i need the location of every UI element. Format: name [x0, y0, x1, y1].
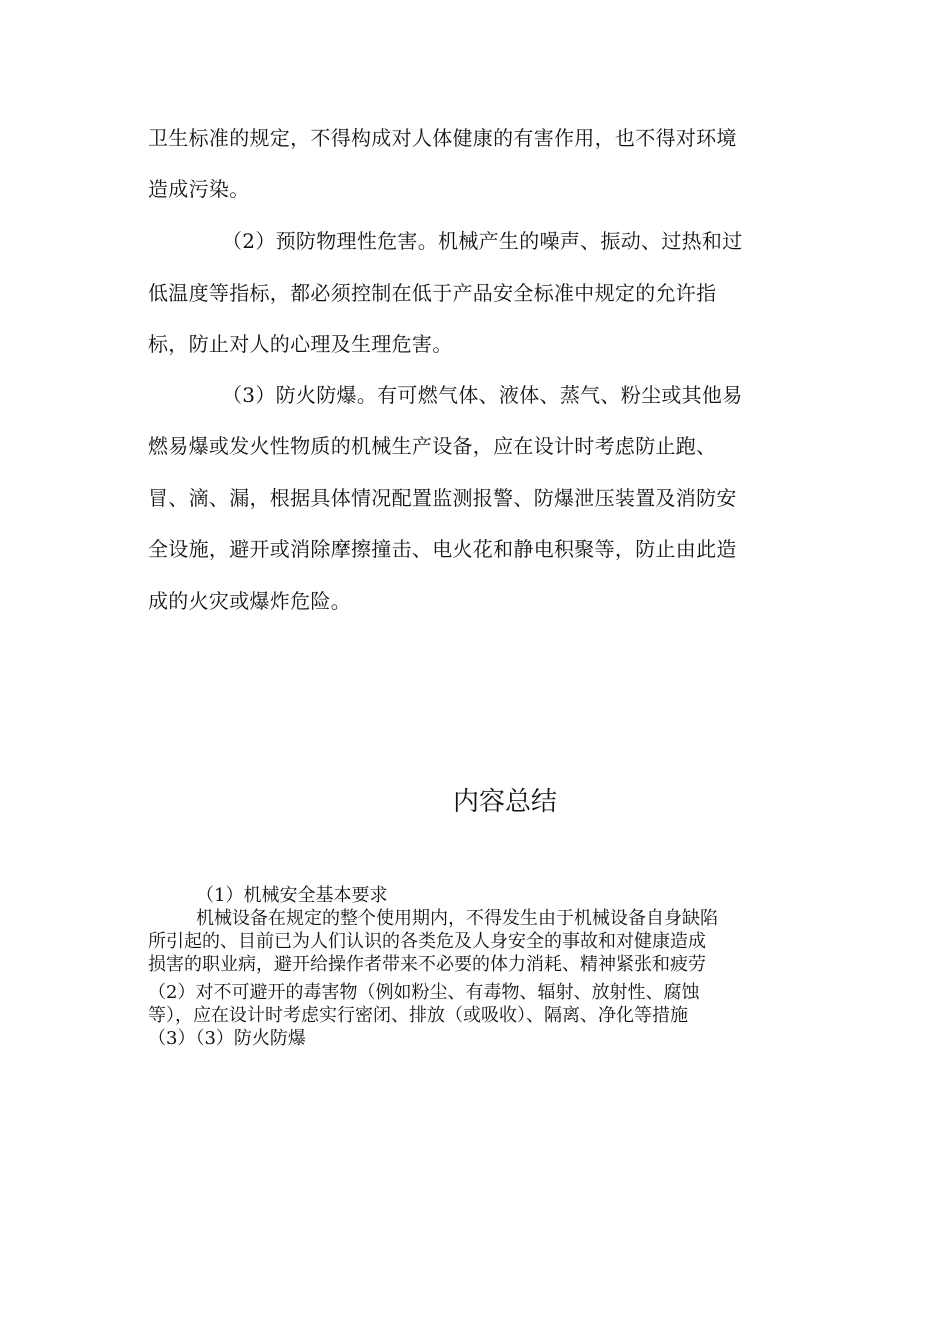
body-line: 低温度等指标，都必须控制在低于产品安全标准中规定的允许指 [148, 281, 717, 305]
body-line: （3）防火防爆。有可燃气体、液体、蒸气、粉尘或其他易 [222, 383, 743, 407]
body-line: （2）预防物理性危害。机械产生的噪声、振动、过热和过 [222, 229, 743, 253]
body-line: 卫生标准的规定，不得构成对人体健康的有害作用，也不得对环境 [148, 126, 737, 150]
body-line: 造成污染。 [148, 177, 250, 201]
body-line: 冒、滴、漏，根据具体情况配置监测报警、防爆泄压装置及消防安 [148, 486, 737, 510]
body-line: 标，防止对人的心理及生理危害。 [148, 332, 453, 356]
summary-line: （1）机械安全基本要求 [196, 885, 388, 906]
summary-line: （3）（3）防火防爆 [148, 1028, 306, 1049]
body-line: 成的火灾或爆炸危险。 [148, 589, 351, 613]
summary-line: 损害的职业病，避开给操作者带来不必要的体力消耗、精神紧张和疲劳 [148, 954, 706, 975]
body-line: 燃易爆或发火性物质的机械生产设备，应在设计时考虑防止跑、 [148, 434, 717, 458]
summary-title: 内容总结 [452, 787, 557, 817]
summary-line: （2）对不可避开的毒害物（例如粉尘、有毒物、辐射、放射性、腐蚀 [148, 982, 700, 1003]
body-line: 全设施，避开或消除摩擦撞击、电火花和静电积聚等，防止由此造 [148, 537, 737, 561]
summary-line: 所引起的、目前已为人们认识的各类危及人身安全的事故和对健康造成 [148, 931, 706, 952]
summary-line: 等），应在设计时考虑实行密闭、排放（或吸收）、隔离、净化等措施 [148, 1005, 688, 1026]
summary-line: 机械设备在规定的整个使用期内，不得发生由于机械设备自身缺陷 [196, 908, 718, 929]
